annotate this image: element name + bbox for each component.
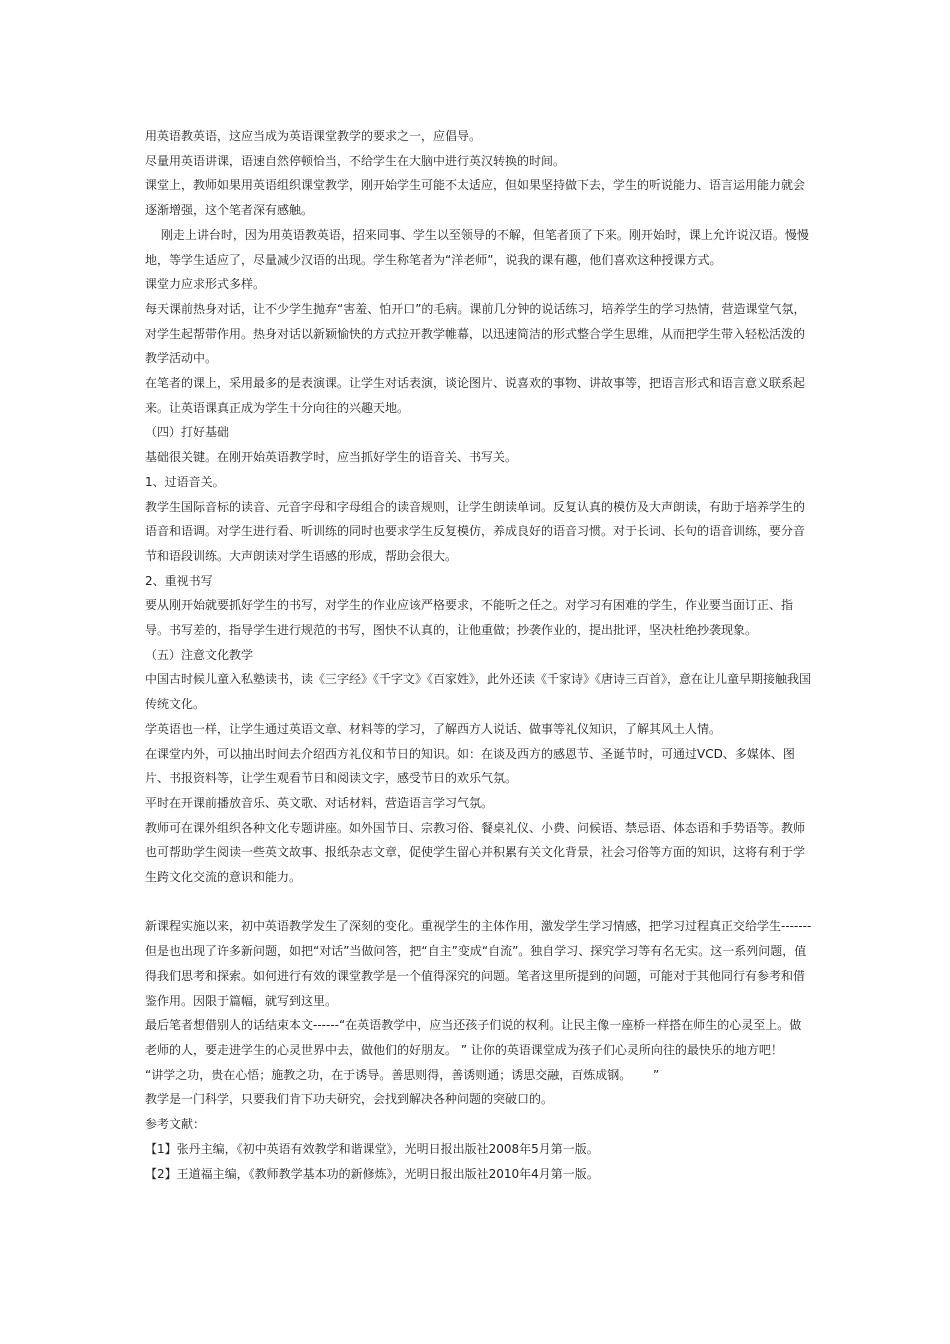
reference-item: 【2】王道福主编，《教师教学基本功的新修炼》，光明日报出版社2010年4月第一版。 xyxy=(145,1166,599,1181)
paragraph: 在笔者的课上，采用最多的是表演课。让学生对话表演，谈论图片、说喜欢的事物、讲故事等，把语言形式和语言意义联系起来。让英语课真正成为学生十分向往的兴趣天地。 xyxy=(145,376,806,415)
paragraph: 教师可在课外组织各种文化专题讲座。如外国节日、宗教习俗、餐桌礼仪、小费、问候语、禁忌语、体态语和手势语等。教师也可帮助学生阅读一些英文故事、报纸杂志文章，促使学生留心并积累有关文化背景，社会习俗等方面的知识，这将有利于学生跨文化交流的意识和能力。 xyxy=(145,820,806,885)
paragraph: 课堂力应求形式多样。 xyxy=(145,277,266,292)
paragraph: 在课堂内外，可以抽出时间去介绍西方礼仪和节日的知识。如：在谈及西方的感恩节、圣诞节时，可通过VCD、多媒体、图片、书报资料等，让学生观看节日和阅读文字，感受节日的欢乐气氛。 xyxy=(145,746,795,786)
subsection-heading: 1、过语音关。 xyxy=(145,474,225,489)
references-heading: 参考文献： xyxy=(145,1117,206,1132)
paragraph: 课堂上，教师如果用英语组织课堂教学，刚开始学生可能不太适应，但如果坚持做下去，学生的听说能力、语言运用能力就会逐渐增强，这个笔者深有感触。 xyxy=(145,178,806,218)
paragraph: 新课程实施以来，初中英语教学发生了深刻的变化。重视学生的主体作用，激发学生学习情感，把学习过程真正交给学生-------但是也出现了许多新问题，如把“对话”当做问答，把“自主”变成“自流”。独自学习、探究学习等有名无实。这一系列问题，值得我们思考和探索。如何进行有效的课堂教学是一个值得深究的问题。笔者这里所提到的问题，可能对于其他同行有参考和借鉴作用。因限于篇幅，就写到这里。 xyxy=(145,919,812,1008)
section-heading: （四）打好基础 xyxy=(145,425,230,440)
subsection-heading: 2、重视书写 xyxy=(145,573,213,588)
quotation: “讲学之功，贵在心悟；施教之功，在于诱导。善思则得，善诱则通；诱思交融，百炼成钢。 ” xyxy=(145,1067,660,1082)
paragraph: 教学是一门科学，只要我们肯下功夫研究，会找到解决各种问题的突破口的。 xyxy=(145,1092,554,1107)
paragraph: 刚走上讲台时，因为用英语教英语，招来同事、学生以至领导的不解，但笔者顶了下来。刚开始时，课上允许说汉语。慢慢地，等学生适应了，尽量减少汉语的出现。学生称笔者为“洋老师”，说我的课有趣，他们喜欢这种授课方式。 xyxy=(145,227,809,267)
reference-item: 【1】张丹主编，《初中英语有效教学和谐课堂》，光明日报出版社2008年5月第一版。 xyxy=(145,1141,599,1156)
paragraph: 尽量用英语讲课，语速自然停顿恰当，不给学生在大脑中进行英汉转换的时间。 xyxy=(145,153,566,168)
blank-line xyxy=(145,890,813,915)
paragraph: 最后笔者想借别人的话结束本文------“在英语教学中，应当还孩子们说的权利。让民主像一座桥一样搭在师生的心灵至上。做老师的人，要走进学生的心灵世界中去，做他们的好朋友。 ” 让你的英语课堂成为孩子们心灵所向往的最快乐的地方吧！ xyxy=(145,1018,802,1057)
document-body xyxy=(145,124,813,1186)
section-heading: （五）注意文化教学 xyxy=(145,647,254,662)
paragraph: 平时在开课前播放音乐、英文歌、对话材料，营造语言学习气氛。 xyxy=(145,795,494,810)
paragraph: 每天课前热身对话，让不少学生抛弃“害羞、怕开口”的毛病。课前几分钟的说话练习，培养学生的学习热情，营造课堂气氛，对学生起帮带作用。热身对话以新颖愉快的方式拉开教学帷幕，以迅速简洁的形式整合学生思维，从而把学生带入轻松活泼的教学活动中。 xyxy=(145,301,806,366)
paragraph: 教学生国际音标的读音、元音字母和字母组合的读音规则，让学生朗读单词。反复认真的模仿及大声朗读，有助于培养学生的语音和语调。对学生进行看、听训练的同时也要求学生反复模仿，养成良好的语音习惯。对于长词、长句的语音训练，要分音节和语段训练。大声朗读对学生语感的形成，帮助会很大。 xyxy=(145,499,806,563)
paragraph: 中国古时候儿童入私塾读书，读《三字经》《千字文》《百家姓》，此外还读《千家诗》《唐诗三百首》，意在让儿童早期接触我国传统文化。 xyxy=(145,672,812,712)
paragraph: 基础很关键。在刚开始英语教学时，应当抓好学生的语音关、书写关。 xyxy=(145,450,518,465)
paragraph: 学英语也一样，让学生通过英语文章、材料等的学习，了解西方人说话、做事等礼仪知识，了解其风土人情。 xyxy=(145,721,722,736)
paragraph: 用英语教英语，这应当成为英语课堂教学的要求之一，应倡导。 xyxy=(145,129,482,143)
paragraph: 要从刚开始就要抓好学生的书写，对学生的作业应该严格要求，不能听之任之。对学习有困难的学生，作业要当面订正、指导。书写差的，指导学生进行规范的书写，图快不认真的，让他重做；抄袭作业的，提出批评，坚决杜绝抄袭现象。 xyxy=(145,598,794,638)
